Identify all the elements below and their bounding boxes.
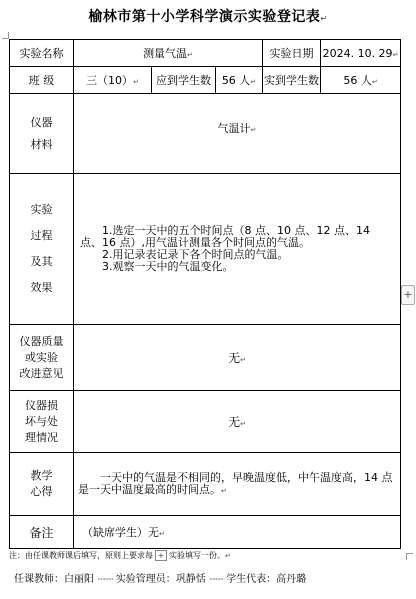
quality-label-line: 仪器质量 xyxy=(19,334,64,348)
paragraph-mark: ↵ xyxy=(187,51,193,59)
dot-leader: ·········· xyxy=(97,575,113,584)
reflection-label-line: 心得 xyxy=(30,485,53,498)
remarks-text: （缺席学生）无 xyxy=(82,526,159,539)
experiment-date-label: 实验日期 xyxy=(263,40,321,67)
paragraph-mark: ↵ xyxy=(159,530,165,538)
add-row-plus-icon[interactable]: + xyxy=(155,550,167,561)
paragraph-mark: ↵ xyxy=(240,420,246,428)
margin-corner-mark xyxy=(406,553,413,560)
document-title xyxy=(0,6,416,26)
paragraph-mark: ↵ xyxy=(371,78,378,86)
process-label-line: 效果 xyxy=(30,281,53,294)
margin-corner-mark xyxy=(2,32,9,39)
row-damage xyxy=(10,391,401,453)
process-label-line: 过程 xyxy=(30,229,53,242)
remarks-value[interactable] xyxy=(74,516,401,549)
damage-text: 无 xyxy=(228,415,241,429)
row-class-info xyxy=(10,67,401,94)
row-remarks xyxy=(10,516,401,549)
paragraph-mark: ↵ xyxy=(320,14,328,23)
damage-label xyxy=(10,391,74,453)
footnote xyxy=(9,550,231,561)
remarks-label: 备注 xyxy=(10,516,74,549)
row-experiment-name xyxy=(10,40,401,67)
quality-label xyxy=(10,325,74,391)
materials-text: 气温计 xyxy=(217,121,251,135)
teacher-label: 任课教师： xyxy=(14,574,64,585)
experiment-name-text: 测量气温 xyxy=(143,47,188,60)
damage-label-line: 仪器损 xyxy=(25,398,58,412)
actual-students-label: 实到学生数 xyxy=(263,67,321,94)
student-rep-label: 学生代表： xyxy=(226,574,277,585)
paragraph-mark: ↵ xyxy=(250,125,257,134)
damage-label-line: 坏与处 xyxy=(25,414,58,428)
quality-label-line: 改进意见 xyxy=(19,366,64,380)
paragraph-mark: ↵ xyxy=(250,78,257,86)
actual-students-text: 56 人 xyxy=(343,74,372,87)
teacher-name: 白丽阳 xyxy=(64,574,94,585)
reflection-label xyxy=(10,453,74,516)
process-step: 2.用记录表记录下各个时间点的气温。 xyxy=(102,248,289,261)
materials-value[interactable] xyxy=(74,94,401,174)
registration-table xyxy=(9,39,401,549)
experiment-date-text: 2024. 10. 29 xyxy=(322,46,393,60)
class-value[interactable] xyxy=(74,67,152,94)
materials-label-line: 仪器 xyxy=(30,115,53,129)
title-text: 榆林市第十小学科学演示实验登记表 xyxy=(88,9,321,25)
process-label-line: 及其 xyxy=(30,255,53,268)
reflection-text: 一天中的气温是不相同的，早晚温度低，中午温度高，14 点是一天中温度最高的时间点。 xyxy=(78,470,393,496)
student-rep-name: 高丹璐 xyxy=(276,574,307,585)
quality-text: 无 xyxy=(228,351,241,365)
damage-label-line: 理情况 xyxy=(25,430,58,444)
paragraph-mark: ↵ xyxy=(240,356,246,364)
experiment-date-value[interactable] xyxy=(321,40,401,67)
footnote-text-start: 注：由任课教师课后填写，原则上要求每 xyxy=(9,551,153,560)
side-plus-icon[interactable]: + xyxy=(401,285,415,305)
paragraph-mark: ↵ xyxy=(392,50,399,59)
expected-students-text: 56 人 xyxy=(221,74,251,87)
manager-label: 实验管理员： xyxy=(115,574,176,585)
materials-label-line: 材料 xyxy=(30,137,53,151)
paragraph-mark: ↵ xyxy=(133,78,139,86)
process-step: 3.观察一天中的气温变化。 xyxy=(102,260,234,273)
footnote-text-end: 实验填写一份。 xyxy=(169,551,225,560)
materials-label xyxy=(10,94,74,174)
experiment-name-label: 实验名称 xyxy=(10,40,74,67)
row-reflection xyxy=(10,453,401,516)
expected-students-value[interactable] xyxy=(216,67,263,94)
process-step: 1.选定一天中的五个时间点（8 点、10 点、12 点、14 点、16 点）,用气温计测量各个时间点的气温。 xyxy=(80,224,370,249)
damage-value[interactable] xyxy=(74,391,401,453)
quality-label-line: 或实验 xyxy=(25,350,58,364)
signature-line xyxy=(14,570,306,585)
manager-name: 巩静恬 xyxy=(175,574,206,585)
process-value[interactable] xyxy=(74,174,401,325)
experiment-name-value[interactable] xyxy=(74,40,263,67)
class-label: 班 级 xyxy=(10,67,74,94)
row-process xyxy=(10,174,401,325)
class-text: 三（10） xyxy=(86,74,134,87)
process-label-line: 实验 xyxy=(30,203,53,216)
reflection-value[interactable] xyxy=(74,453,401,516)
row-quality xyxy=(10,325,401,391)
expected-students-label: 应到学生数 xyxy=(152,67,216,94)
process-label xyxy=(10,174,74,325)
paragraph-mark: ↵ xyxy=(225,552,231,560)
quality-value[interactable] xyxy=(74,325,401,391)
row-materials xyxy=(10,94,401,174)
actual-students-value[interactable] xyxy=(321,67,401,94)
reflection-label-line: 教学 xyxy=(30,469,53,482)
paragraph-mark: ↵ xyxy=(221,486,227,495)
dot-leader: ········· xyxy=(209,575,223,584)
